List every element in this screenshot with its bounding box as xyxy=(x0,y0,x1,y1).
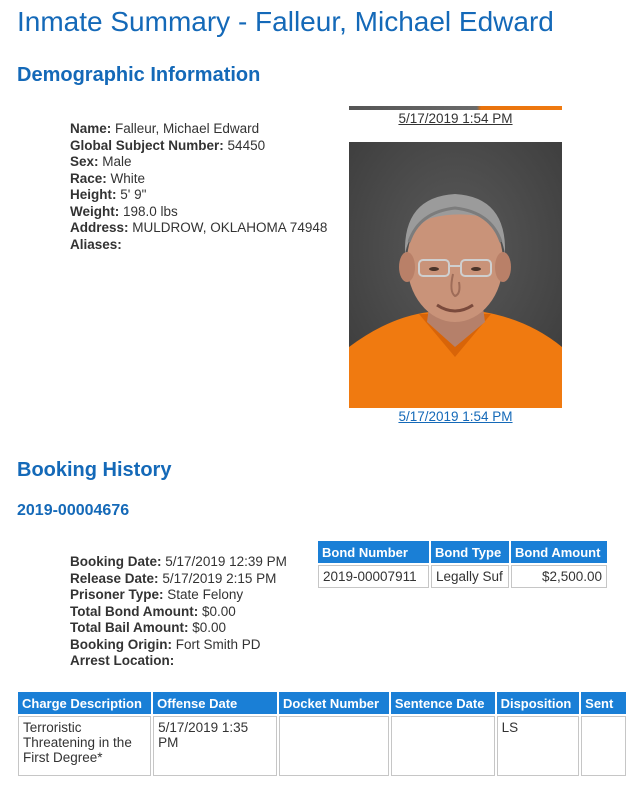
bond-number-cell: 2019-00007911 xyxy=(318,565,429,588)
bond-table-header-row xyxy=(318,541,607,563)
field-aliases: Aliases: xyxy=(70,236,122,252)
charge-table-viewport xyxy=(0,680,628,800)
charge-header-description[interactable]: Charge Description xyxy=(18,692,151,714)
table-row xyxy=(318,565,607,588)
field-sex: Sex: Male xyxy=(70,154,132,169)
docket-number-cell xyxy=(279,716,389,776)
charge-header-offense-date[interactable]: Offense Date xyxy=(153,692,277,714)
field-release-date: Release Date: 5/17/2019 2:15 PM xyxy=(70,570,277,586)
bond-table xyxy=(316,539,609,590)
field-booking-date: Booking Date: 5/17/2019 12:39 PM xyxy=(70,554,287,569)
field-total-bond-amount: Total Bond Amount: $0.00 xyxy=(70,603,236,619)
booking-history-heading: Booking History xyxy=(17,459,172,481)
sentence-date-cell xyxy=(391,716,495,776)
booking-fields xyxy=(70,554,287,670)
booking-id[interactable]: 2019-00004676 xyxy=(17,502,130,519)
disposition-cell: LS xyxy=(497,716,580,776)
photo-date-link-bottom[interactable]: 5/17/2019 1:54 PM xyxy=(398,409,513,424)
bond-header-amount[interactable]: Bond Amount xyxy=(511,541,607,563)
field-weight: Weight: 198.0 lbs xyxy=(70,203,178,219)
bond-type-cell: Legally Suf xyxy=(431,565,509,588)
mugshot-photo[interactable] xyxy=(349,142,562,408)
field-name: Name: Falleur, Michael Edward xyxy=(70,121,260,136)
charge-header-sentence-date[interactable]: Sentence Date xyxy=(391,692,495,714)
field-booking-origin: Booking Origin: Fort Smith PD xyxy=(70,636,261,652)
charge-table-header-row xyxy=(18,692,626,714)
table-row xyxy=(18,716,626,776)
sentence-cell xyxy=(581,716,626,776)
charge-header-disposition[interactable]: Disposition xyxy=(497,692,580,714)
field-total-bail-amount: Total Bail Amount: $0.00 xyxy=(70,620,227,635)
field-address: Address: MULDROW, OKLAHOMA 74948 xyxy=(70,220,328,235)
charge-header-docket-number[interactable]: Docket Number xyxy=(279,692,389,714)
field-arrest-location: Arrest Location: xyxy=(70,653,175,668)
field-race: Race: White xyxy=(70,170,146,186)
field-height: Height: 5' 9" xyxy=(70,187,147,202)
bond-amount-cell: $2,500.00 xyxy=(511,565,607,588)
photo-date-link-top[interactable]: 5/17/2019 1:54 PM xyxy=(398,111,513,126)
offense-date-cell: 5/17/2019 1:35 PM xyxy=(153,716,277,776)
charge-description-cell: Terroristic Threatening in the First Degree* xyxy=(18,716,151,776)
field-global-subject-number: Global Subject Number: 54450 xyxy=(70,137,266,153)
bond-header-type[interactable]: Bond Type xyxy=(431,541,509,563)
bond-header-number[interactable]: Bond Number xyxy=(318,541,429,563)
charge-header-sentence[interactable]: Sent xyxy=(581,692,626,714)
photo-thumbnail-strip[interactable] xyxy=(349,106,562,110)
charge-table xyxy=(16,690,628,778)
field-prisoner-type: Prisoner Type: State Felony xyxy=(70,587,244,602)
demographic-fields xyxy=(70,121,327,253)
demographic-heading: Demographic Information xyxy=(17,64,261,86)
page-title: Inmate Summary - Falleur, Michael Edward xyxy=(17,6,554,37)
